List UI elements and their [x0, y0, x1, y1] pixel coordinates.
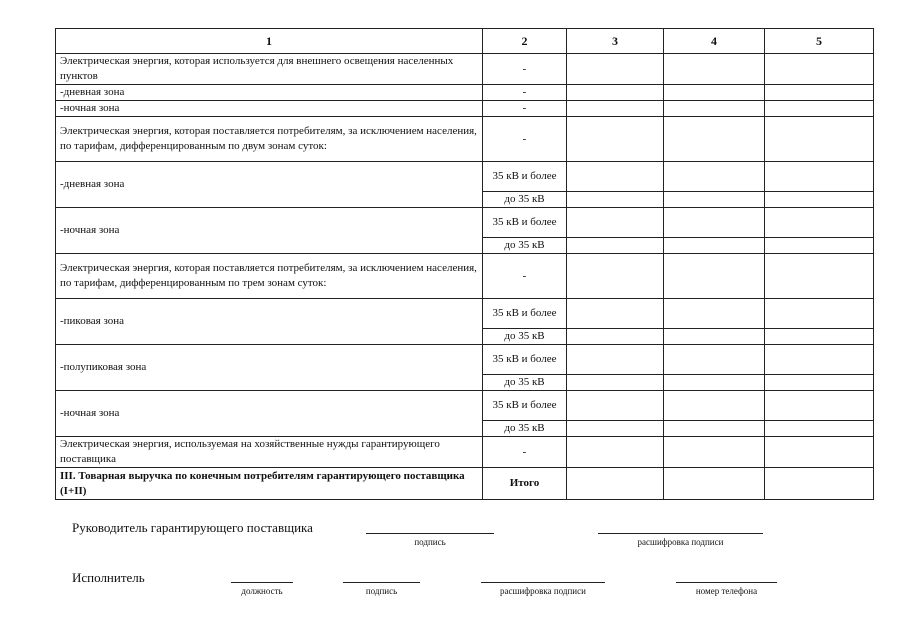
table-row: [56, 162, 874, 192]
row-label: Электрическая энергия, которая поставляется потребителям, за исключением населения, по тарифам, дифференцированным по двум зонам суток:: [56, 117, 483, 162]
table-cell-col4: [664, 117, 765, 162]
table-cell-col3: [567, 468, 664, 500]
row-value: -: [483, 117, 567, 162]
table-cell-col5: [765, 254, 874, 299]
row-label: -пиковая зона: [56, 299, 483, 345]
head-label: Руководитель гарантирующего поставщика: [72, 520, 313, 535]
header-col-5: 5: [765, 29, 874, 54]
report-table: [55, 28, 874, 500]
head-sign-line: [366, 533, 494, 534]
table-cell-col3: [567, 117, 664, 162]
row-label: Электрическая энергия, используемая на хозяйственные нужды гарантирующего поставщика: [56, 437, 483, 468]
row-label: -полупиковая зона: [56, 345, 483, 391]
table-cell-col5: [765, 162, 874, 192]
table-cell-col4: [664, 391, 765, 421]
table-row: [56, 101, 874, 117]
table-row: [56, 117, 874, 162]
row-label: -дневная зона: [56, 162, 483, 208]
table-cell-col3: [567, 162, 664, 192]
table-cell-col4: [664, 238, 765, 254]
row-label: III. Товарная выручка по конечным потребителям гарантирующего поставщика (I+II): [56, 468, 483, 500]
table-cell-col3: [567, 329, 664, 345]
voltage-high-cell: 35 кВ и более: [483, 162, 567, 192]
row-value: -: [483, 54, 567, 85]
row-label: -ночная зона: [56, 208, 483, 254]
table-cell-col4: [664, 421, 765, 437]
table-cell-col5: [765, 85, 874, 101]
row-value: -: [483, 254, 567, 299]
voltage-low-cell: до 35 кВ: [483, 375, 567, 391]
row-label: -ночная зона: [56, 391, 483, 437]
table-row: [56, 345, 874, 375]
table-cell-col4: [664, 345, 765, 375]
table-cell-col4: [664, 101, 765, 117]
table-row: [56, 468, 874, 500]
table-cell-col3: [567, 299, 664, 329]
exec-phone-caption: номер телефона: [695, 586, 758, 596]
voltage-high-cell: 35 кВ и более: [483, 391, 567, 421]
table-cell-col3: [567, 254, 664, 299]
voltage-low-cell: до 35 кВ: [483, 421, 567, 437]
table-cell-col3: [567, 437, 664, 468]
table-cell-col3: [567, 101, 664, 117]
head-decode-caption: расшифровка подписи: [637, 537, 724, 547]
table-cell-col3: [567, 238, 664, 254]
row-label: -ночная зона: [56, 101, 483, 117]
table-cell-col4: [664, 254, 765, 299]
voltage-low-cell: до 35 кВ: [483, 329, 567, 345]
table-cell-col5: [765, 391, 874, 421]
exec-decode-caption: расшифровка подписи: [500, 586, 586, 596]
executor-label: Исполнитель: [72, 570, 145, 585]
table-cell-col5: [765, 375, 874, 391]
table-row: [56, 437, 874, 468]
table-row: [56, 208, 874, 238]
table-cell-col5: [765, 437, 874, 468]
voltage-high-cell: 35 кВ и более: [483, 345, 567, 375]
table-row: [56, 85, 874, 101]
table-cell-col3: [567, 421, 664, 437]
table-cell-col3: [567, 208, 664, 238]
table-cell-col5: [765, 54, 874, 85]
table-row: [56, 54, 874, 85]
table-cell-col3: [567, 85, 664, 101]
table-cell-col4: [664, 162, 765, 192]
head-decode-line: [598, 533, 763, 534]
table-cell-col5: [765, 468, 874, 500]
row-label: -дневная зона: [56, 85, 483, 101]
voltage-high-cell: 35 кВ и более: [483, 208, 567, 238]
table-row: [56, 299, 874, 329]
table-cell-col5: [765, 299, 874, 329]
table-row: [56, 391, 874, 421]
exec-position-line: [231, 582, 293, 583]
table-cell-col3: [567, 54, 664, 85]
header-col-3: 3: [567, 29, 664, 54]
header-col-1: 1: [56, 29, 483, 54]
table-cell-col5: [765, 208, 874, 238]
table-cell-col4: [664, 299, 765, 329]
voltage-low-cell: до 35 кВ: [483, 238, 567, 254]
table-cell-col5: [765, 238, 874, 254]
exec-position-caption: должность: [241, 586, 283, 596]
table-cell-col5: [765, 192, 874, 208]
table-cell-col4: [664, 208, 765, 238]
header-col-2: 2: [483, 29, 567, 54]
row-value: -: [483, 85, 567, 101]
table-cell-col5: [765, 421, 874, 437]
voltage-high-cell: 35 кВ и более: [483, 299, 567, 329]
header-col-4: 4: [664, 29, 765, 54]
head-sign-caption: подпись: [414, 537, 446, 547]
row-value: Итого: [483, 468, 567, 500]
table-cell-col5: [765, 117, 874, 162]
exec-sign-caption: подпись: [365, 586, 398, 596]
exec-phone-line: [676, 582, 777, 583]
table-cell-col4: [664, 437, 765, 468]
table-cell-col5: [765, 329, 874, 345]
table-cell-col3: [567, 345, 664, 375]
table-cell-col4: [664, 54, 765, 85]
table-cell-col3: [567, 375, 664, 391]
table-cell-col4: [664, 85, 765, 101]
row-label: Электрическая энергия, которая поставляется потребителям, за исключением населения, по тарифам, дифференцированным по трем зонам суток:: [56, 254, 483, 299]
table-cell-col3: [567, 391, 664, 421]
table-header-row: [56, 29, 874, 54]
table-cell-col4: [664, 192, 765, 208]
row-label: Электрическая энергия, которая используется для внешнего освещения населенных пунктов: [56, 54, 483, 85]
table-cell-col4: [664, 329, 765, 345]
row-value: -: [483, 437, 567, 468]
table-cell-col5: [765, 101, 874, 117]
voltage-low-cell: до 35 кВ: [483, 192, 567, 208]
table-cell-col5: [765, 345, 874, 375]
exec-sign-line: [343, 582, 420, 583]
exec-decode-line: [481, 582, 605, 583]
table-cell-col3: [567, 192, 664, 208]
table-row: [56, 254, 874, 299]
table-cell-col4: [664, 468, 765, 500]
table-cell-col4: [664, 375, 765, 391]
row-value: -: [483, 101, 567, 117]
